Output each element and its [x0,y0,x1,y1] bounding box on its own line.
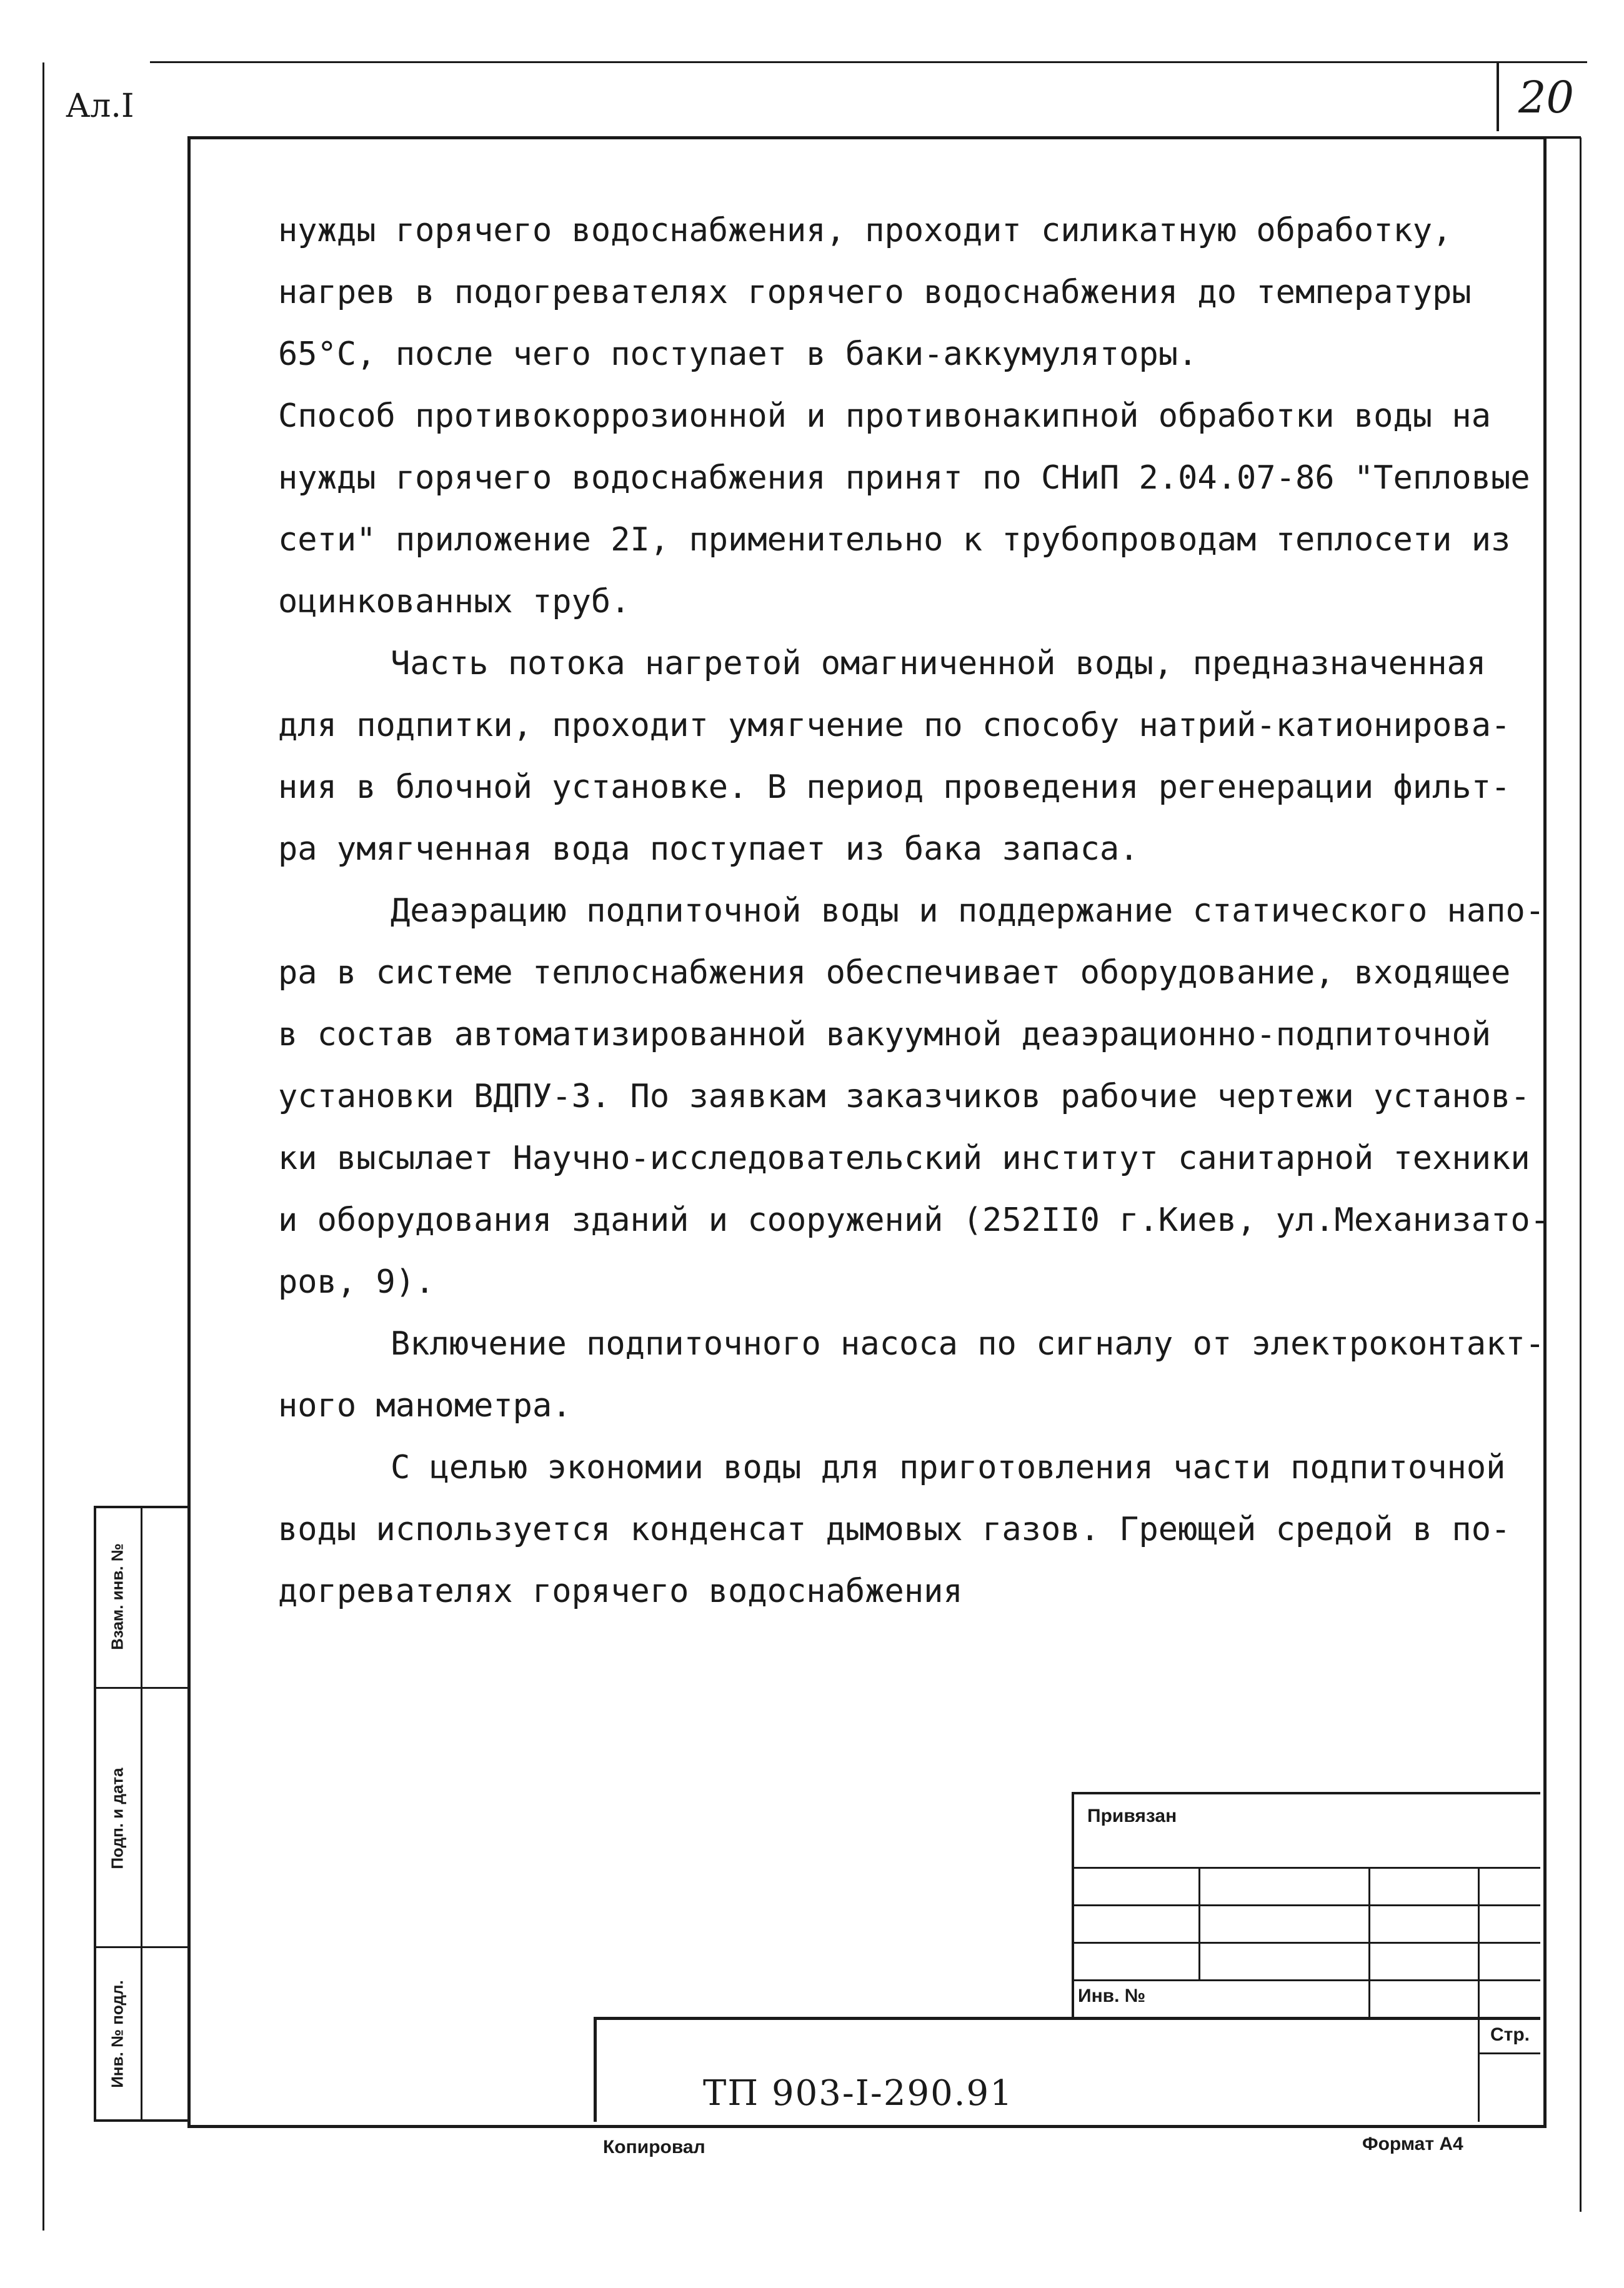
title-grid-col [1198,1867,1200,1979]
header-rule [150,61,1506,63]
title-grid-row [1072,1904,1540,1906]
doc-code: ТП 903-I-290.91 [703,2073,1014,2114]
body-line: сети" приложение 2I, применительно к трубопроводам теплосети из [278,521,1511,559]
body-line: 65°С, после чего поступает в баки-аккумуляторы. [278,336,1198,373]
side-label-inv-podl: Инв. № подл. [107,1980,127,2088]
page-number: 20 [1518,72,1575,123]
body-line: в состав автоматизированной вакуумной деаэрационно-подпиточной [278,1016,1492,1053]
side-stamp-divider [141,1506,142,2122]
page-label: Стр. [1490,2024,1530,2045]
body-line: и оборудования зданий и сооружений (252II0 г.Киев, ул.Механизато- [278,1201,1550,1239]
title-grid-col [1478,1867,1480,2017]
body-line: ра умягченная вода поступает из бака запаса. [278,830,1139,868]
body-line: догревателях горячего водоснабжения [278,1573,963,1610]
body-line: Деаэрацию подпиточной воды и поддержание статического напо- [391,892,1545,930]
body-line: С целью экономии воды для приготовления части подпиточной [391,1449,1506,1486]
body-line: Включение подпиточного насоса по сигналу от электроконтакт- [391,1325,1545,1363]
body-line: воды используется конденсат дымовых газов. Греющей средой в по- [278,1511,1511,1548]
body-line: ного манометра. [278,1387,572,1425]
title-grid-row [1072,1979,1540,1981]
title-grid-col [1368,1867,1370,2017]
footer-copied: Копировал [603,2137,705,2157]
body-line: ки высылает Научно-исследовательский институт санитарной техники [278,1140,1530,1177]
page-cell-divider [1478,2017,1480,2122]
body-line: установки ВДПУ-3. По заявкам заказчиков рабочие чертежи установ- [278,1078,1530,1115]
footer-format: Формат А4 [1362,2134,1463,2154]
body-text [278,200,1550,1623]
side-stamp-row-divider [94,1687,187,1689]
body-line: ров, 9). [278,1263,435,1301]
inv-no-label: Инв. № [1078,1986,1146,2006]
body-line: оцинкованных труб. [278,583,630,620]
body-line: нагрев в подогревателях горячего водоснабжения до температуры [278,274,1472,311]
title-grid-row [1072,1867,1540,1869]
page-cell-row [1478,2052,1540,2054]
right-margin-line [1580,137,1582,2212]
body-line: ния в блочной установке. В период проведения регенерации фильт- [278,768,1511,806]
sheet-label: Ал.I [66,87,134,125]
body-line: Способ противокоррозионной и противонакипной обработки воды на [278,397,1492,435]
frame-top-extension [1537,136,1581,139]
side-label-podp-data: Подп. и дата [107,1768,127,1869]
body-line: ра в системе теплоснабжения обеспечивает оборудование, входящее [278,954,1511,992]
title-grid-row [1072,1942,1540,1944]
privyazan-label: Привязан [1087,1806,1177,1826]
side-label-vzam-inv: Взам. инв. № [107,1543,127,1650]
side-stamp-row-divider [94,1946,187,1948]
body-line: нужды горячего водоснабжения принят по СНиП 2.04.07-86 "Тепловые [278,459,1530,497]
body-line: для подпитки, проходит умягчение по способу натрий-катионирова- [278,707,1511,744]
body-line: нужды горячего водоснабжения, проходит силикатную обработку, [278,212,1452,249]
left-margin-line [42,62,44,2231]
body-line: Часть потока нагретой омагниченной воды, предназначенная [391,645,1487,682]
